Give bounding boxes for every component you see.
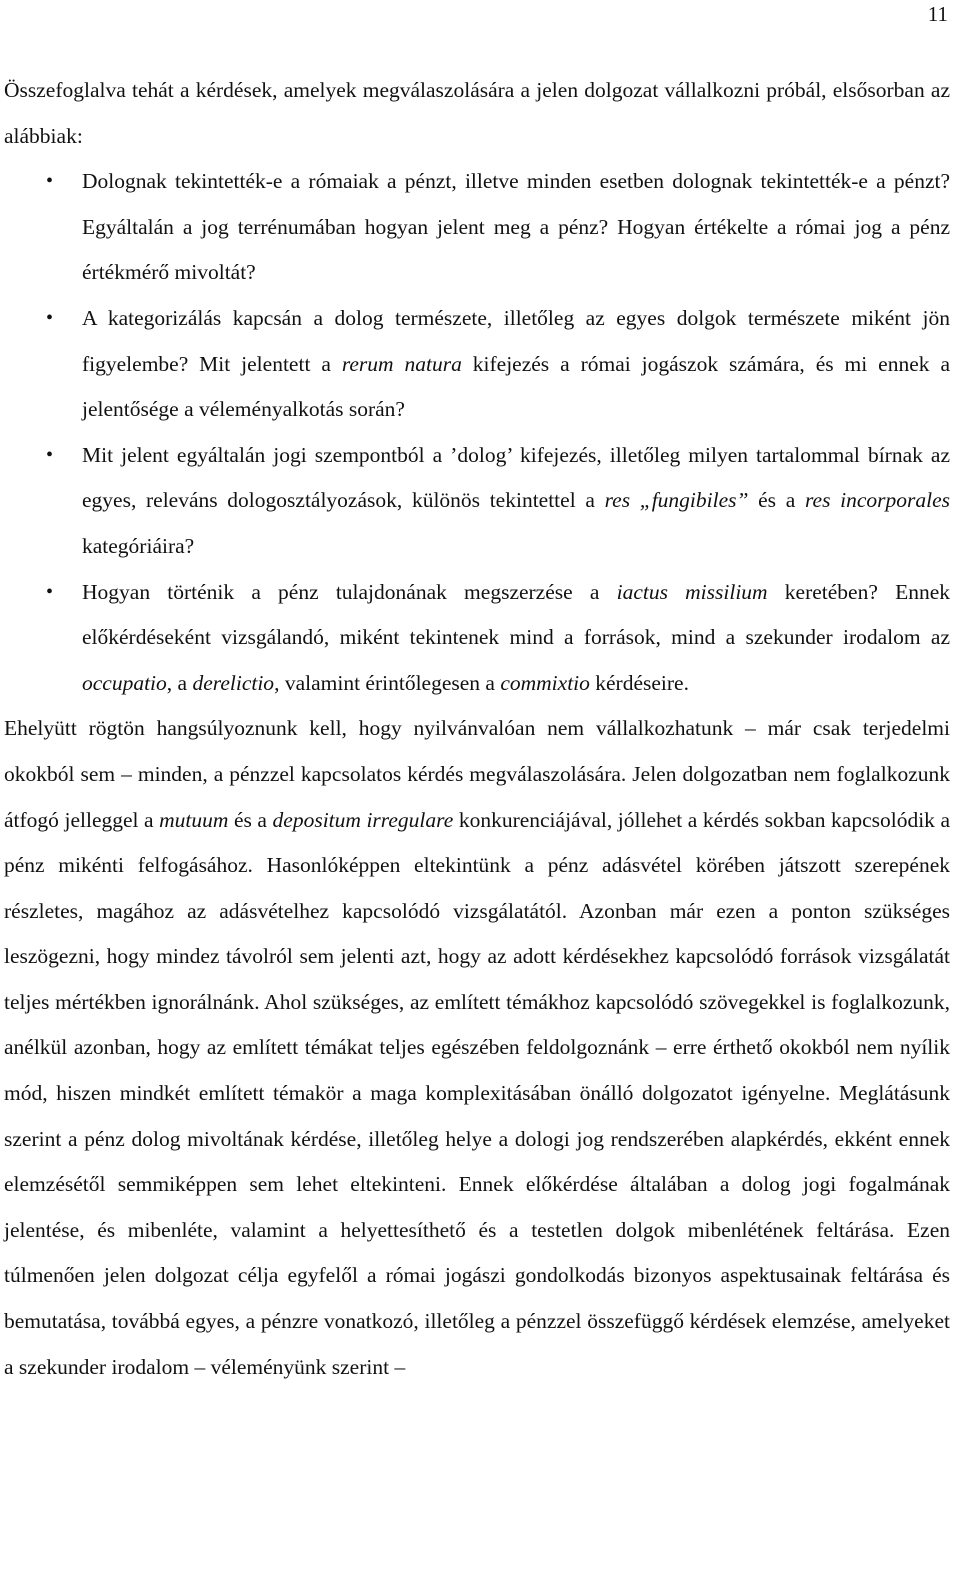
latin-term: occupatio [82, 670, 167, 695]
list-item-text: és a [748, 488, 805, 513]
list-item-text: , valamint érintőlegesen a [274, 670, 501, 695]
latin-term: rerum natura [341, 351, 462, 376]
page-number: 11 [927, 2, 948, 26]
list-item-text: , a [166, 670, 193, 695]
bullet-icon: • [46, 443, 54, 466]
latin-term: derelictio [192, 670, 275, 695]
list-item [4, 570, 950, 707]
bullet-icon: • [46, 580, 54, 603]
list-item-text: Dolognak tekintették-e a rómaiak a pénzt, illetve minden esetben dolognak tekintették-e a pénzt? Egyáltalán a jog terrénumában hogyan jelent meg a pénz? Hogyan értékelte a római jog a pénz értékmérő mivoltát? [82, 169, 950, 285]
list-item-text: kérdéseire. [589, 670, 689, 695]
body-text: konkurenciájával, jóllehet a kérdés sokban kapcsolódik a pénz mikénti felfogásához. Hasonlóképpen eltekintünk a pénz adásvétel körében játszott szerepének részletes, magához az adásvételhez kapcsolódó vizsgálatától. Azonban már ezen a ponton szükséges leszögezni, hogy mindez távolról sem jelenti azt, hogy az adott kérdésekhez kapcsolódó források vizsgálatát teljes mértékben ignorálnánk. Ahol szükséges, az említett témákhoz kapcsolódó szövegekkel is foglalkozunk, anélkül azonban, hogy az említett témákat teljes egészében feldolgoznánk – erre érthető okokból nem nyílik mód, hiszen mindkét említett témakör a maga komplexitásában önálló dolgozatot igényelne. Meglátásunk szerint a pénz dolog mivoltának kérdése, illetőleg helye a dologi jog rendszerében alapkérdés, ekként ennek elemzésétől semmiképpen sem lehet eltekinteni. Ennek előkérdése általában a dolog jogi fogalmának jelentése, és mibenléte, valamint a helyettesíthető és a testetlen dolgok mibenlétének feltárása. Ezen túlmenően jelen dolgozat célja egyfelől a római jogászi gondolkodás bizonyos aspektusainak feltárása és bemutatása, továbbá egyes, a pénzre vonatkozó, illetőleg a pénzzel összefüggő kérdések elemzése, amelyeket a szekunder irodalom – véleményünk szerint – [4, 807, 951, 1379]
list-item [4, 296, 950, 433]
bullet-icon: • [46, 306, 54, 329]
list-item [4, 433, 950, 570]
latin-term: res „fungibiles” [604, 488, 749, 513]
body-text: Ehelyütt rögtön hangsúlyoznunk kell, hogy nyilvánvalóan nem vállalkozhatunk – már csak terjedelmi okokból sem – minden, a pénzzel kapcsolatos kérdés megválaszolására. Jelen dolgozatban nem foglalkozunk átfogó jelleggel a [4, 716, 950, 832]
list-item-text: A kategorizálás kapcsán a dolog természete, illetőleg az egyes dolgok természete miként jön figyelembe? Mit jelentett a [82, 305, 950, 376]
latin-term: iactus missilium [616, 579, 768, 604]
list-item-text: Mit jelent egyáltalán jogi szempontból a ’dolog’ kifejezés, illetőleg milyen tartalommal bírnak az egyes, releváns dologosztályozások, különös tekintettel a [82, 442, 950, 513]
page-content [4, 68, 950, 1390]
bullet-icon: • [46, 170, 54, 193]
latin-term: res incorporales [804, 488, 950, 513]
list-item-text: kategóriáira? [82, 533, 195, 558]
body-paragraph [4, 706, 950, 1390]
body-text: és a [228, 807, 273, 832]
list-item [4, 159, 950, 296]
list-item-text: keretében? Ennek előkérdéseként vizsgálandó, miként tekintenek mind a források, mind a szekunder irodalom az [82, 579, 950, 650]
list-item-text: kifejezés a római jogászok számára, és mi ennek a jelentősége a véleményalkotás során? [82, 351, 950, 422]
intro-paragraph: Összefoglalva tehát a kérdések, amelyek megválaszolására a jelen dolgozat vállalkozni próbál, elsősorban az alábbiak: [4, 78, 950, 148]
latin-term: commixtio [500, 670, 590, 695]
latin-term: mutuum [159, 807, 229, 832]
latin-term: depositum irregulare [272, 807, 454, 832]
question-list [4, 159, 950, 706]
list-item-text: Hogyan történik a pénz tulajdonának megszerzése a [82, 579, 617, 604]
